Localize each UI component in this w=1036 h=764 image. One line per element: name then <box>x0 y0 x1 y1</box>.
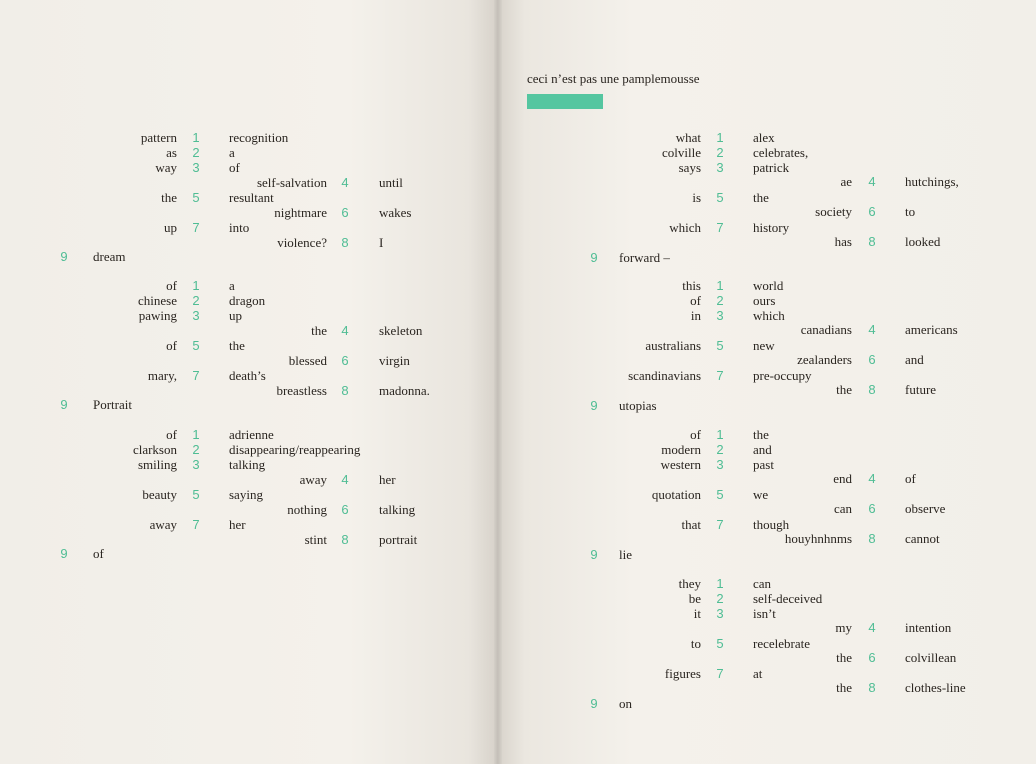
poem-word-right: can <box>753 576 772 591</box>
poem-word-right: to <box>905 204 916 219</box>
poem-word-left: the <box>836 382 852 397</box>
poem-word-right: future <box>905 382 937 397</box>
poem-word-left: it <box>693 606 701 621</box>
poem-word-left: society <box>815 204 852 219</box>
line-number: 5 <box>192 487 200 502</box>
line-number: 6 <box>341 502 349 517</box>
poem-word-right: resultant <box>229 190 274 205</box>
poem-word-left: away <box>299 472 327 487</box>
line-number: 1 <box>716 576 724 591</box>
line-number: 6 <box>868 501 876 516</box>
poem-word-right: up <box>229 308 242 323</box>
line-number: 3 <box>716 160 724 175</box>
poem-word-left: this <box>682 278 701 293</box>
poem-word-right: pre-occupy <box>753 368 812 383</box>
poem-word-left: my <box>835 620 852 635</box>
line-number: 9 <box>590 398 598 413</box>
line-number: 4 <box>341 323 349 338</box>
line-number: 5 <box>192 338 200 353</box>
poem-word-left: clarkson <box>132 442 177 457</box>
poem-word-left: stint <box>304 532 327 547</box>
line-number: 2 <box>192 442 200 457</box>
poem-word-left: figures <box>664 666 701 681</box>
poem-word-right: dragon <box>229 293 266 308</box>
line-number: 6 <box>868 650 876 665</box>
poem-word-left: modern <box>661 442 701 457</box>
poem-word-ninth: dream <box>93 249 126 264</box>
poem-word-right: skeleton <box>379 323 423 338</box>
poem-word-ninth: of <box>93 546 104 561</box>
line-number: 6 <box>868 352 876 367</box>
line-number: 5 <box>716 487 724 502</box>
poem-word-left: nothing <box>287 502 327 517</box>
poem-word-left: canadians <box>800 322 852 337</box>
line-number: 9 <box>60 249 68 264</box>
poem-word-left: of <box>166 338 177 353</box>
poem-word-left: be <box>688 591 701 606</box>
line-number: 1 <box>716 427 724 442</box>
poem-word-left: nightmare <box>274 205 327 220</box>
poem-word-left: violence? <box>277 235 327 250</box>
line-number: 3 <box>192 308 200 323</box>
line-number: 9 <box>590 696 598 711</box>
poem-word-right: the <box>229 338 245 353</box>
poem-word-right: her <box>229 517 246 532</box>
poem-word-left: the <box>836 650 852 665</box>
poem-word-right: intention <box>905 620 952 635</box>
poem-word-left: up <box>164 220 177 235</box>
line-number: 2 <box>716 591 724 606</box>
poem-word-right: clothes-line <box>905 680 966 695</box>
poem-word-left: mary, <box>147 368 177 383</box>
line-number: 1 <box>192 427 200 442</box>
line-number: 3 <box>716 308 724 323</box>
poem-word-left: breastless <box>276 383 327 398</box>
poem-word-right: a <box>229 278 235 293</box>
poem-word-right: world <box>753 278 784 293</box>
line-number: 8 <box>341 235 349 250</box>
poem-word-right: until <box>379 175 403 190</box>
poem-word-left: end <box>833 471 852 486</box>
line-number: 7 <box>716 220 724 235</box>
line-number: 7 <box>716 517 724 532</box>
poem-word-right: looked <box>905 234 941 249</box>
poem-word-ninth: lie <box>619 547 632 562</box>
poem-word-left: of <box>690 293 701 308</box>
poem-word-right: of <box>229 160 240 175</box>
line-number: 6 <box>868 204 876 219</box>
poem-word-right: patrick <box>753 160 790 175</box>
poem-word-left: which <box>669 220 701 235</box>
poem-word-right: the <box>753 427 769 442</box>
line-number: 8 <box>868 680 876 695</box>
line-number: 4 <box>868 174 876 189</box>
poem-word-left: pattern <box>140 130 177 145</box>
poem-word-left: of <box>166 427 177 442</box>
poem-word-right: alex <box>753 130 775 145</box>
line-number: 3 <box>716 457 724 472</box>
poem-word-right: I <box>379 235 384 250</box>
poem-word-right: hutchings, <box>905 174 959 189</box>
poem-word-left: to <box>690 636 701 651</box>
poem-word-right: disappearing/reappearing <box>229 442 361 457</box>
poem-word-left: houyhnhnms <box>784 531 852 546</box>
poem-word-right: recelebrate <box>753 636 811 651</box>
poem-word-right: talking <box>229 457 266 472</box>
poem-word-right: colvillean <box>905 650 957 665</box>
title-accent-bar <box>527 94 603 109</box>
poem-word-right: wakes <box>379 205 412 220</box>
poem-word-left: is <box>692 190 701 205</box>
poem-word-right: history <box>753 220 790 235</box>
poem-word-left: ae <box>840 174 852 189</box>
line-number: 9 <box>590 547 598 562</box>
line-number: 4 <box>341 472 349 487</box>
poem-word-right: madonna. <box>379 383 430 398</box>
line-number: 8 <box>868 382 876 397</box>
line-number: 6 <box>341 353 349 368</box>
poem-word-right: isn’t <box>753 606 776 621</box>
line-number: 4 <box>868 620 876 635</box>
line-number: 1 <box>192 278 200 293</box>
poem-word-ninth: forward – <box>619 250 670 265</box>
poem-word-left: has <box>834 234 852 249</box>
poem-word-ninth: on <box>619 696 632 711</box>
poem-word-right: past <box>753 457 774 472</box>
line-number: 2 <box>716 293 724 308</box>
line-number: 7 <box>192 220 200 235</box>
poem-word-left: blessed <box>288 353 327 368</box>
poem-word-right: americans <box>905 322 958 337</box>
poem-word-ninth: utopias <box>619 398 657 413</box>
poem-word-left: says <box>678 160 701 175</box>
poem-word-right: ours <box>753 293 776 308</box>
poem-word-right: adrienne <box>229 427 274 442</box>
poem-word-right: recognition <box>229 130 289 145</box>
line-number: 9 <box>60 397 68 412</box>
poem-word-left: the <box>836 680 852 695</box>
poem-word-left: as <box>166 145 177 160</box>
line-number: 3 <box>716 606 724 621</box>
line-number: 4 <box>868 322 876 337</box>
line-number: 3 <box>192 457 200 472</box>
line-number: 2 <box>192 293 200 308</box>
poem-word-right: self-deceived <box>753 591 823 606</box>
poem-word-right: though <box>753 517 790 532</box>
poem-word-left: can <box>833 501 852 516</box>
poem-word-right: into <box>229 220 250 235</box>
poem-word-left: western <box>660 457 701 472</box>
poem-word-right: of <box>905 471 916 486</box>
poem-word-left: pawing <box>138 308 177 323</box>
line-number: 1 <box>716 130 724 145</box>
line-number: 9 <box>60 546 68 561</box>
poem-word-right: new <box>753 338 775 353</box>
poem-word-left: chinese <box>138 293 177 308</box>
poem-word-left: zealanders <box>797 352 852 367</box>
line-number: 9 <box>590 250 598 265</box>
line-number: 2 <box>716 145 724 160</box>
page-title: ceci n’est pas une pamplemousse <box>527 71 700 86</box>
poem-word-right: observe <box>905 501 946 516</box>
poem-word-right: the <box>753 190 769 205</box>
poem-word-right: portrait <box>379 532 418 547</box>
poem-word-right: at <box>753 666 763 681</box>
poem-word-left: way <box>155 160 177 175</box>
poem-word-left: colville <box>662 145 701 160</box>
poem-word-left: self-salvation <box>256 175 327 190</box>
line-number: 1 <box>192 130 200 145</box>
poem-word-right: death’s <box>229 368 266 383</box>
poem-word-right: celebrates, <box>753 145 809 160</box>
poem-word-right: and <box>905 352 924 367</box>
poem-word-left: beauty <box>142 487 177 502</box>
line-number: 4 <box>868 471 876 486</box>
line-number: 5 <box>716 636 724 651</box>
line-number: 4 <box>341 175 349 190</box>
poem-word-left: away <box>149 517 177 532</box>
line-number: 8 <box>868 234 876 249</box>
poem-word-left: quotation <box>651 487 701 502</box>
line-number: 8 <box>341 532 349 547</box>
poem-word-left: of <box>690 427 701 442</box>
poem-word-left: the <box>161 190 177 205</box>
line-number: 7 <box>192 517 200 532</box>
poem-word-right: which <box>753 308 785 323</box>
poem-word-right: talking <box>379 502 416 517</box>
poem-word-left: scandinavians <box>628 368 701 383</box>
poem-word-left: australians <box>645 338 701 353</box>
poem-word-left: the <box>311 323 327 338</box>
poem-word-ninth: Portrait <box>93 397 132 412</box>
poem-word-left: in <box>690 308 701 323</box>
line-number: 2 <box>716 442 724 457</box>
line-number: 1 <box>716 278 724 293</box>
line-number: 7 <box>716 368 724 383</box>
poem-word-right: a <box>229 145 235 160</box>
line-number: 8 <box>341 383 349 398</box>
line-number: 7 <box>192 368 200 383</box>
poem-word-right: cannot <box>905 531 940 546</box>
poem-word-right: we <box>753 487 769 502</box>
line-number: 5 <box>716 190 724 205</box>
line-number: 3 <box>192 160 200 175</box>
poem-word-left: of <box>166 278 177 293</box>
line-number: 2 <box>192 145 200 160</box>
poem-word-right: her <box>379 472 396 487</box>
poem-word-left: smiling <box>137 457 177 472</box>
book-gutter <box>494 0 502 764</box>
line-number: 5 <box>192 190 200 205</box>
poem-word-left: that <box>681 517 701 532</box>
line-number: 8 <box>868 531 876 546</box>
poem-word-right: virgin <box>379 353 410 368</box>
poem-word-left: they <box>678 576 701 591</box>
poem-word-right: and <box>753 442 772 457</box>
poem-word-right: saying <box>229 487 263 502</box>
line-number: 6 <box>341 205 349 220</box>
line-number: 7 <box>716 666 724 681</box>
line-number: 5 <box>716 338 724 353</box>
poem-word-left: what <box>675 130 701 145</box>
